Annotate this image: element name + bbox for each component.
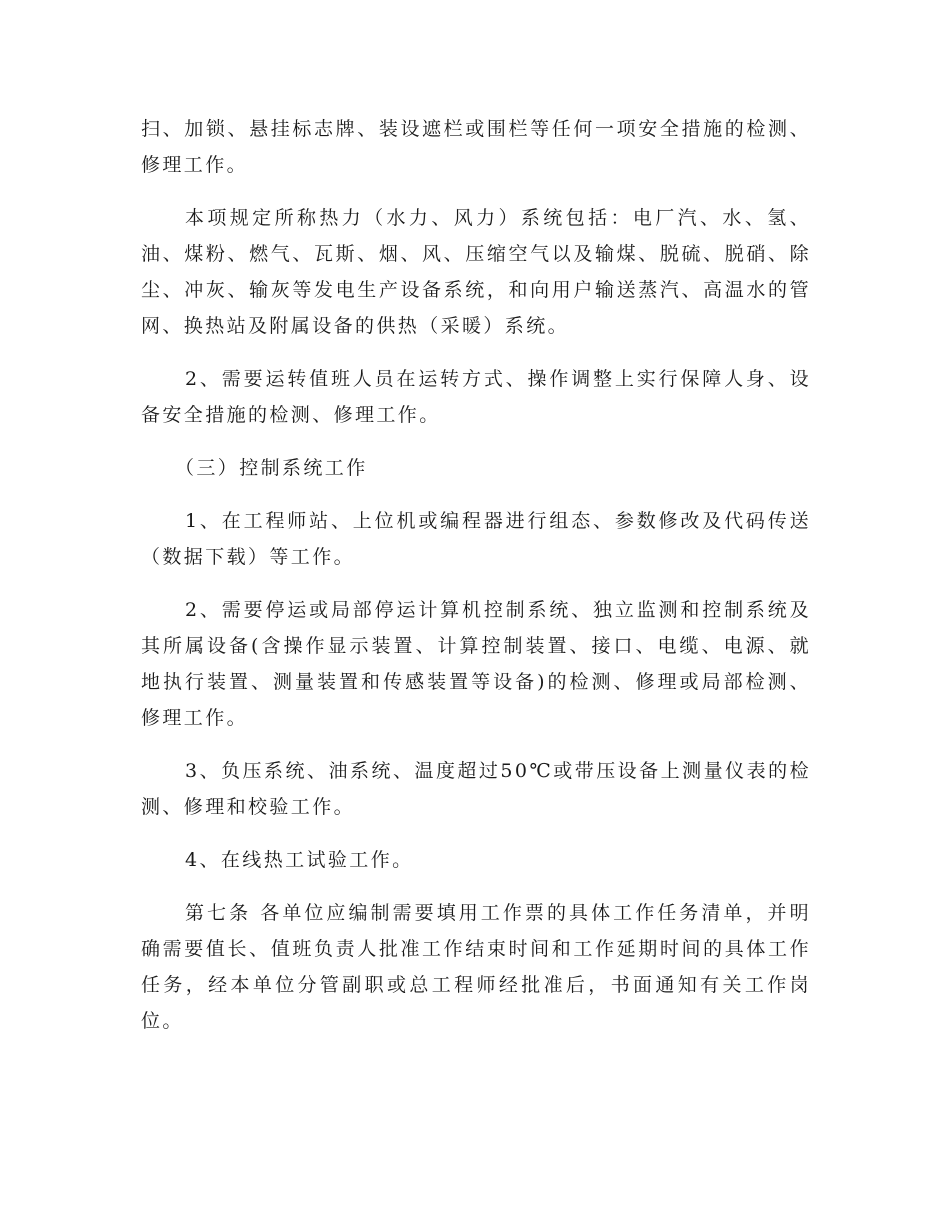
paragraph-item-2-operation-adjustment: 2、需要运转值班人员在运转方式、操作调整上实行保障人身、设备安全措施的检测、修理工作。 [141,368,811,426]
section-heading-control-system: （三）控制系统工作 [175,457,368,479]
paragraph-article-7: 第七条 各单位应编制需要填用工作票的具体工作任务清单，并明确需要值长、值班负责人批准工作结束时间和工作延期时间的具体工作任务，经本单位分管副职或总工程师经批准后，书面通知有关工作岗位。 [141,902,811,1032]
paragraph-item-4-thermal-test: 4、在线热工试验工作。 [185,849,414,871]
paragraph-safety-measures-continued: 扫、加锁、悬挂标志牌、装设遮栏或围栏等任何一项安全措施的检测、修理工作。 [141,118,811,176]
paragraph-item-3-instrument-inspection: 3、负压系统、油系统、温度超过50℃或带压设备上测量仪表的检测、修理和校验工作。 [141,760,811,818]
paragraph-item-2-computer-control: 2、需要停运或局部停运计算机控制系统、独立监测和控制系统及其所属设备(含操作显示装置、计算控制装置、接口、电缆、电源、就地执行装置、测量装置和传感装置等设备)的检测、修理或局部检测、修理工作。 [141,599,811,729]
paragraph-thermal-system-definition: 本项规定所称热力（水力、风力）系统包括：电厂汽、水、氢、油、煤粉、燃气、瓦斯、烟、风、压缩空气以及输煤、脱硫、脱硝、除尘、冲灰、输灰等发电生产设备系统，和向用户输送蒸汽、高温水的管网、换热站及附属设备的供热（采暖）系统。 [141,207,811,337]
paragraph-item-1-configuration: 1、在工程师站、上位机或编程器进行组态、参数修改及代码传送（数据下载）等工作。 [141,510,811,568]
document-body [141,111,811,1056]
